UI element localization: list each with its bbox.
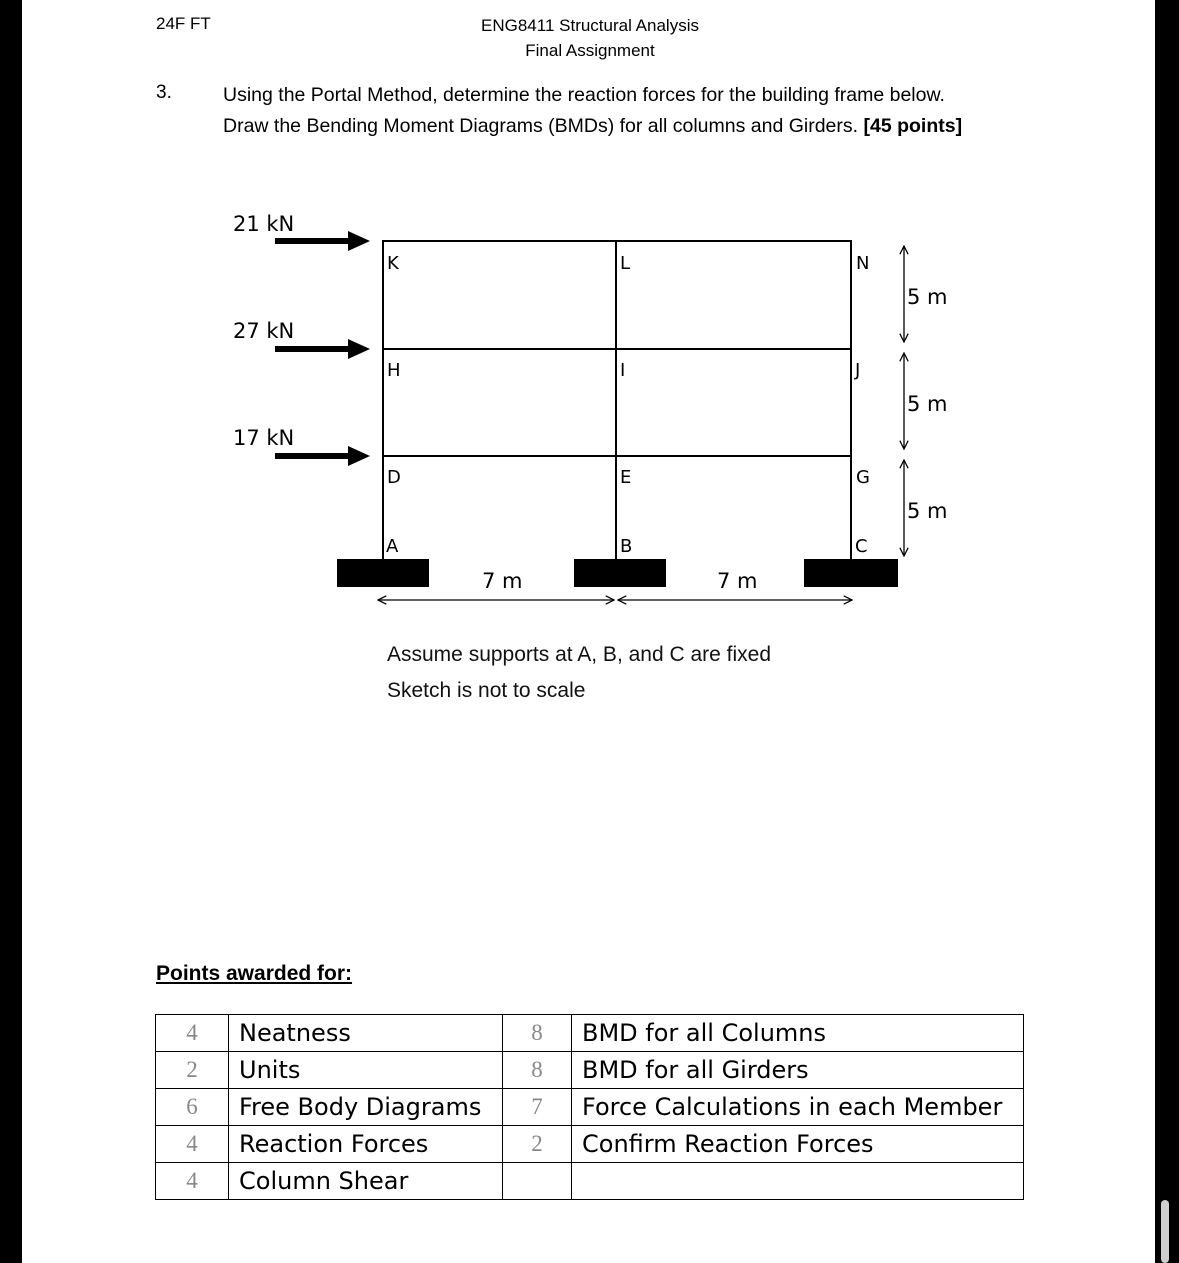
node-label-J: J [855,360,861,381]
node-label-L: L [620,253,631,274]
question-number: 3. [156,82,172,103]
question-points: [45 points] [863,115,963,137]
criterion-label: BMD for all Columns [572,1015,1024,1052]
support-B [574,559,666,587]
support-A [337,559,429,587]
points-value: 8 [503,1015,572,1052]
node-label-A: A [386,536,399,557]
points-value: 7 [503,1089,572,1126]
node-label-N: N [856,253,870,274]
node-label-K: K [387,253,399,274]
span-label-right: 7 m [717,569,758,593]
diagram-notes [387,637,771,709]
criterion-label: Column Shear [229,1163,503,1200]
node-label-I: I [620,360,626,381]
points-value: 4 [156,1015,229,1052]
points-value: 8 [503,1052,572,1089]
criterion-label: Reaction Forces [229,1126,503,1163]
height-label-bottom: 5 m [907,499,948,523]
load-label-bottom: 17 kN [233,426,295,450]
criterion-label: Neatness [229,1015,503,1052]
criterion-label [572,1163,1024,1200]
height-label-top: 5 m [907,285,948,309]
scrollbar-thumb[interactable] [1161,1200,1169,1263]
header-left: 24F FT [156,14,211,33]
note-not-to-scale: Sketch is not to scale [387,679,586,702]
points-table [155,1014,1024,1200]
support-C [804,559,898,587]
load-label-top: 21 kN [233,212,295,236]
table-row [156,1089,1024,1126]
node-label-G: G [856,467,870,488]
criterion-label: Free Body Diagrams [229,1089,503,1126]
criterion-label: Force Calculations in each Member [572,1089,1024,1126]
assignment-title: Final Assignment [525,41,655,60]
table-row [156,1126,1024,1163]
points-value: 4 [156,1126,229,1163]
course-title: ENG8411 Structural Analysis [481,16,699,35]
points-value: 6 [156,1089,229,1126]
points-value: 2 [156,1052,229,1089]
load-label-middle: 27 kN [233,319,295,343]
node-label-D: D [387,467,401,488]
node-label-H: H [387,360,401,381]
node-label-B: B [620,536,633,557]
criterion-label: Confirm Reaction Forces [572,1126,1024,1163]
frame-members [382,241,852,559]
points-value: 4 [156,1163,229,1200]
points-value: 2 [503,1126,572,1163]
question-line-1: Using the Portal Method, determine the reaction forces for the building frame below. [223,84,945,106]
points-value [503,1163,572,1200]
height-label-middle: 5 m [907,392,948,416]
note-fixed-supports: Assume supports at A, B, and C are fixed [387,643,772,666]
node-label-C: C [855,536,868,557]
criterion-label: BMD for all Girders [572,1052,1024,1089]
node-label-E: E [620,467,632,488]
table-row [156,1163,1024,1200]
points-title: Points awarded for: [156,962,353,985]
criterion-label: Units [229,1052,503,1089]
table-row [156,1052,1024,1089]
span-label-left: 7 m [482,569,523,593]
table-row [156,1015,1024,1052]
question-line-2-text: Draw the Bending Moment Diagrams (BMDs) for all columns and Girders. [223,115,859,137]
